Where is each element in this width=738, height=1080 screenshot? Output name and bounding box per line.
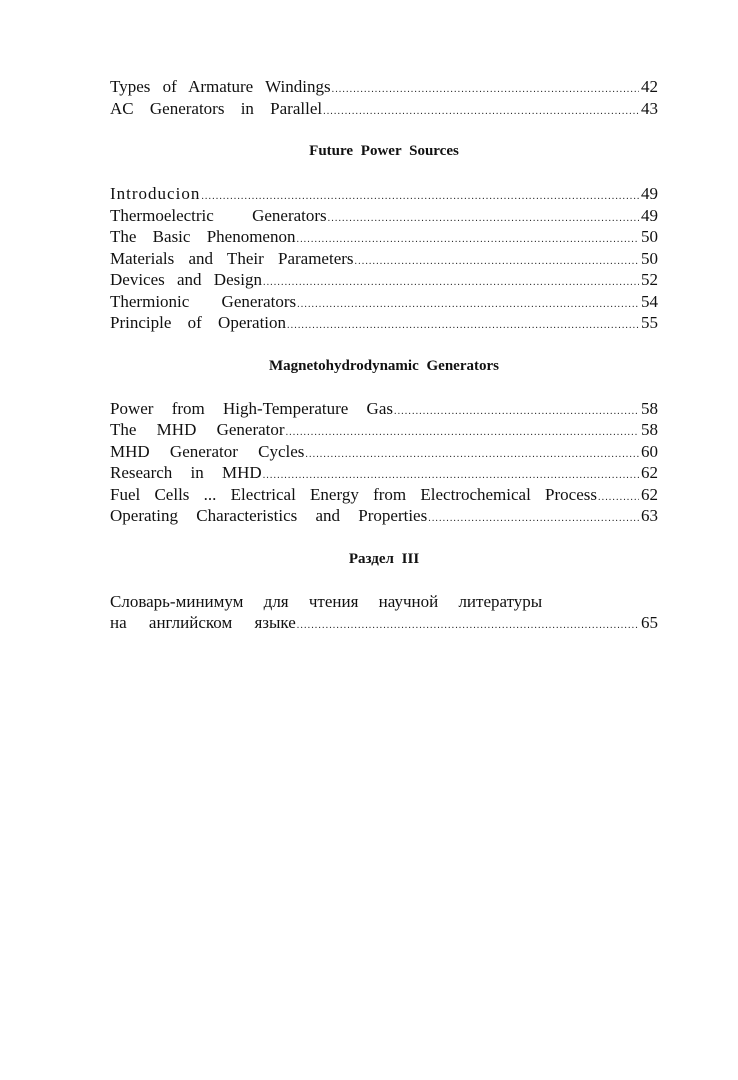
toc-entry-page: 55	[641, 313, 658, 332]
toc-entry-title: Fuel Cells ... Electrical Energy from Electrochemical Process	[110, 484, 597, 504]
toc-entry-page: 62	[641, 484, 658, 504]
toc-entry[interactable]	[110, 505, 658, 527]
section-heading: Future Power Sources	[309, 143, 459, 159]
dot-leader	[394, 401, 639, 423]
toc-entry-page: 54	[641, 291, 658, 311]
toc-entry[interactable]	[110, 612, 658, 634]
toc-entry-title: на английском языке	[110, 613, 296, 632]
toc-section-razdel-3	[110, 549, 658, 634]
dot-leader	[328, 208, 639, 230]
table-of-contents	[110, 76, 658, 634]
dot-leader	[428, 508, 639, 530]
toc-entry-title: AC Generators in Parallel	[110, 98, 323, 118]
toc-entry-page: 65	[641, 613, 658, 632]
toc-section-future-power	[110, 141, 658, 334]
toc-entry-page: 58	[641, 398, 658, 418]
toc-entry-page: 50	[641, 227, 658, 246]
toc-entry[interactable]	[110, 269, 658, 291]
toc-entry[interactable]	[110, 419, 658, 441]
toc-entry-title: Materials and Their Parameters	[110, 248, 354, 268]
toc-entry-page: 43	[641, 98, 658, 118]
dot-leader	[332, 79, 639, 101]
toc-entry-title: The MHD Generator	[110, 420, 285, 439]
toc-section-mhd	[110, 356, 658, 527]
dot-leader	[297, 294, 639, 316]
toc-entry[interactable]	[110, 226, 658, 248]
toc-entry-title: MHD Generator Cycles	[110, 441, 305, 461]
toc-entry-page: 63	[641, 506, 658, 525]
toc-entry[interactable]	[110, 462, 658, 484]
toc-entry-page: 52	[641, 270, 658, 289]
dot-leader	[286, 422, 639, 444]
toc-entry-title: Power from High-Temperature Gas	[110, 398, 393, 418]
toc-entry[interactable]	[110, 441, 658, 463]
toc-entry[interactable]	[110, 484, 658, 506]
toc-entry-page: 50	[641, 248, 658, 268]
dot-leader	[287, 315, 639, 337]
toc-entry-title: Introducion	[110, 184, 201, 203]
toc-entry-page: 60	[641, 441, 658, 461]
toc-entry[interactable]	[110, 248, 658, 270]
toc-entry-page: 49	[641, 184, 658, 203]
toc-entry-page: 62	[641, 463, 658, 482]
toc-entry-page: 42	[641, 77, 658, 96]
toc-entry-page: 58	[641, 420, 658, 439]
dot-leader	[263, 272, 639, 294]
section-heading: Magnetohydrodynamic Generators	[269, 357, 499, 374]
section-heading: Раздел III	[348, 550, 420, 567]
dot-leader	[305, 444, 639, 466]
toc-entry-title: Operating Characteristics and Properties	[110, 506, 428, 525]
toc-entry-title: Types of Armature Windings	[110, 77, 331, 96]
toc-entry-title: Thermionic Generators	[110, 291, 297, 311]
toc-entry-title: Devices and Design	[110, 270, 262, 289]
dot-leader	[355, 251, 639, 273]
toc-entry[interactable]	[110, 76, 658, 98]
toc-section-armature	[110, 76, 658, 119]
toc-entry-title: Research in MHD	[110, 463, 262, 482]
dot-leader	[297, 615, 639, 637]
toc-entry[interactable]	[110, 205, 658, 227]
toc-entry-title: The Basic Phenomenon	[110, 227, 296, 246]
toc-entry-title: Thermoelectric Generators	[110, 205, 327, 225]
toc-entry[interactable]	[110, 312, 658, 334]
dot-leader	[323, 101, 639, 123]
toc-entry-title-line1: Словарь-минимум для чтения научной литературы	[110, 591, 543, 611]
toc-entry[interactable]	[110, 291, 658, 313]
toc-entry-title: Principle of Operation	[110, 313, 287, 332]
toc-entry[interactable]	[110, 183, 658, 205]
toc-entry-page: 49	[641, 205, 658, 225]
toc-entry[interactable]	[110, 98, 658, 120]
dot-leader	[598, 487, 639, 509]
toc-entry[interactable]	[110, 398, 658, 420]
